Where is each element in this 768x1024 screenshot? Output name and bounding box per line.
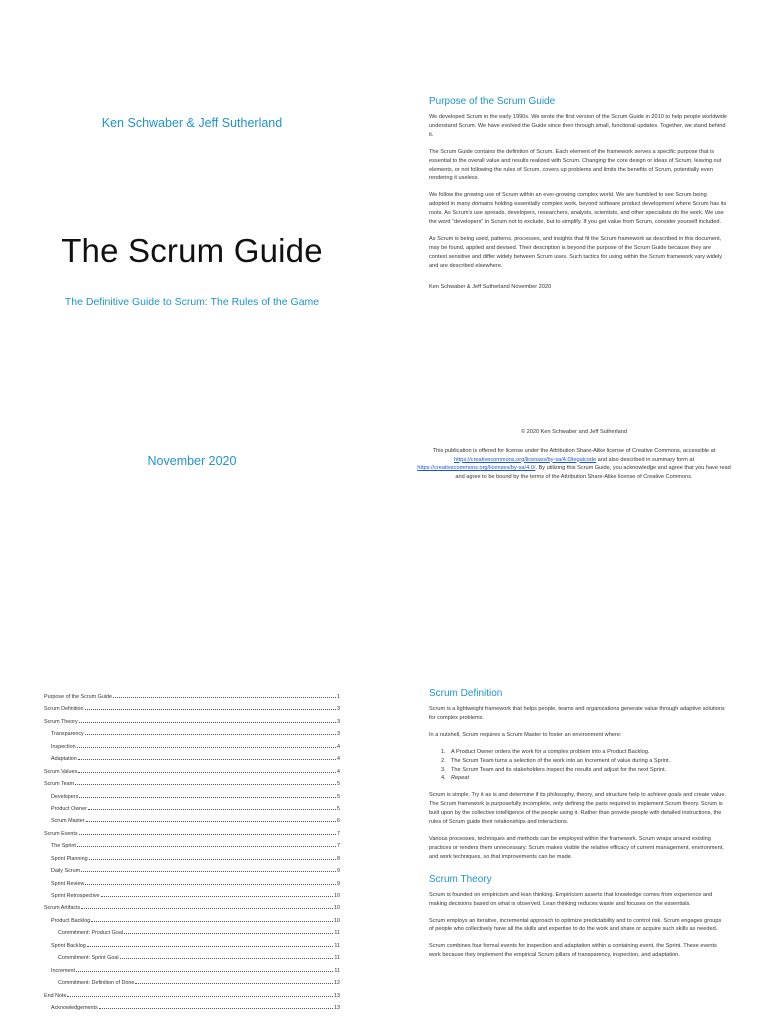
license-text: . By utilizing this Scrum Guide, you acknowledge and agree that you have read and agree to be bound by the terms of the Attribution Share-Alike license of Creative Commons. bbox=[455, 465, 731, 480]
toc-entry-page: 8 bbox=[337, 855, 340, 862]
purpose-paragraph: We developed Scrum in the early 1990s. We wrote the first version of the Scrum Guide in 2010 to help people worldwide understand Scrum. We have evolved the Guide since then through small, functional updates. Together, we stand behind it. bbox=[429, 114, 727, 138]
toc-entry-label: Inspection bbox=[51, 743, 76, 750]
toc-entry-page: 9 bbox=[337, 880, 340, 887]
license-summary-link[interactable]: https://creativecommons.org/licenses/by-sa/4.0/ bbox=[417, 465, 536, 472]
definition-section bbox=[429, 688, 727, 968]
purpose-section bbox=[429, 96, 727, 300]
toc-dot-leader bbox=[79, 722, 336, 723]
toc-entry-page: 11 bbox=[334, 930, 340, 937]
toc-entry[interactable] bbox=[44, 968, 340, 980]
license-text: This publication is offered for license under the Attribution Share-Alike license of Creative Commons, accessible at bbox=[432, 448, 716, 454]
license-text: and also described in summary form at bbox=[596, 456, 695, 463]
toc-dot-leader bbox=[75, 784, 336, 785]
toc-entry-page: 13 bbox=[334, 1004, 340, 1011]
toc-entry[interactable] bbox=[44, 856, 340, 868]
toc-entry-page: 4 bbox=[337, 768, 340, 775]
toc-dot-leader bbox=[113, 697, 336, 698]
toc-entry-label: Sprint Retrospective bbox=[51, 893, 100, 899]
toc-dot-leader bbox=[88, 809, 336, 810]
license-notice bbox=[414, 447, 734, 481]
toc-entry[interactable] bbox=[44, 744, 340, 756]
toc-entry-page: 12 bbox=[334, 980, 340, 987]
toc-dot-leader bbox=[67, 996, 333, 997]
definition-heading: Scrum Definition bbox=[429, 688, 503, 699]
toc-dot-leader bbox=[77, 846, 336, 847]
toc-dot-leader bbox=[89, 859, 336, 860]
toc-entry[interactable] bbox=[44, 993, 340, 1005]
toc-entry[interactable] bbox=[44, 731, 340, 743]
toc-entry[interactable] bbox=[44, 706, 340, 718]
toc-dot-leader bbox=[81, 908, 333, 909]
toc-entry-page: 4 bbox=[337, 743, 340, 750]
definition-paragraph: Scrum is a lightweight framework that helps people, teams and organizations generate value through adaptive solutions for complex problems. bbox=[429, 706, 725, 721]
toc-entry-label: Sprint Planning bbox=[51, 855, 88, 862]
toc-entry-label: Scrum Team bbox=[44, 781, 75, 788]
toc-entry[interactable] bbox=[44, 818, 340, 830]
cover-authors: Ken Schwaber & Jeff Sutherland bbox=[101, 116, 283, 130]
toc-entry-page: 11 bbox=[334, 967, 340, 974]
toc-dot-leader bbox=[135, 983, 333, 984]
toc-entry[interactable] bbox=[44, 893, 340, 905]
toc-entry[interactable] bbox=[44, 843, 340, 855]
toc-entry-label: Adaptation bbox=[51, 756, 77, 763]
toc-entry-page: 5 bbox=[337, 805, 340, 812]
toc-entry-page: 6 bbox=[337, 818, 340, 825]
toc-dot-leader bbox=[85, 709, 336, 710]
toc-entry-page: 13 bbox=[334, 992, 340, 999]
table-of-contents bbox=[44, 694, 340, 1017]
toc-dot-leader bbox=[81, 871, 336, 872]
toc-entry-page: 10 bbox=[334, 893, 340, 899]
toc-entry[interactable] bbox=[44, 831, 340, 843]
toc-entry-page: 11 bbox=[334, 942, 340, 949]
toc-entry-page: 3 bbox=[337, 706, 340, 713]
toc-entry[interactable] bbox=[44, 918, 340, 930]
toc-entry[interactable] bbox=[44, 1005, 340, 1017]
toc-entry-label: Scrum Values bbox=[44, 768, 78, 775]
toc-entry[interactable] bbox=[44, 781, 340, 793]
toc-entry-label: The Sprint bbox=[51, 843, 76, 850]
toc-entry-label: Daily Scrum bbox=[51, 868, 81, 875]
toc-entry[interactable] bbox=[44, 980, 340, 992]
toc-entry[interactable] bbox=[44, 756, 340, 768]
purpose-signature: Ken Schwaber & Jeff Sutherland November 2020 bbox=[429, 283, 552, 290]
theory-paragraph: Scrum combines four formal events for inspection and adaptation within a containing event, the Sprint. These events work because they implement the empirical Scrum pillars of transparency, inspection, and adaptation. bbox=[429, 943, 717, 959]
purpose-heading: Purpose of the Scrum Guide bbox=[429, 96, 556, 107]
toc-dot-leader bbox=[85, 734, 336, 735]
toc-entry-label: Increment bbox=[51, 967, 75, 974]
toc-dot-leader bbox=[78, 772, 336, 773]
toc-entry[interactable] bbox=[44, 868, 340, 880]
toc-entry-label: Commitment: Definition of Done bbox=[58, 980, 135, 987]
copyright-notice: © 2020 Ken Schwaber and Jeff Sutherland bbox=[520, 429, 628, 435]
toc-entry-label: Scrum Theory bbox=[44, 718, 78, 725]
toc-entry-page: 4 bbox=[337, 756, 340, 763]
toc-dot-leader bbox=[76, 971, 333, 972]
toc-dot-leader bbox=[85, 884, 336, 885]
toc-entry[interactable] bbox=[44, 719, 340, 731]
definition-page bbox=[384, 512, 768, 1024]
toc-entry-label: Developers bbox=[51, 793, 79, 800]
toc-entry[interactable] bbox=[44, 905, 340, 917]
toc-entry-label: Scrum Master bbox=[51, 818, 85, 825]
toc-entry-page: 10 bbox=[334, 917, 340, 924]
purpose-paragraph: We follow the growing use of Scrum within an ever-growing complex world. We are humbled to see Scrum being adopted in many domains holding essentially complex work, beyond software product development where Scrum has its roots. As Scrum's use spreads, developers, researchers, analysts, scientists, and other specialists do the work. We use the word "developers" in Scrum not to exclude, but to simplify. If you get value from Scrum, consider yourself included. bbox=[429, 192, 727, 226]
purpose-page bbox=[384, 0, 768, 512]
cover-date: November 2020 bbox=[147, 454, 237, 468]
toc-dot-leader bbox=[86, 821, 336, 822]
toc-entry[interactable] bbox=[44, 794, 340, 806]
toc-entry-label: Scrum Definition bbox=[44, 706, 84, 713]
toc-entry-label: Acknowledgements bbox=[51, 1004, 98, 1011]
toc-entry[interactable] bbox=[44, 943, 340, 955]
definition-paragraph: In a nutshell, Scrum requires a Scrum Master to foster an environment where: bbox=[429, 731, 622, 738]
cover-page bbox=[0, 0, 384, 512]
toc-dot-leader bbox=[77, 747, 336, 748]
theory-heading: Scrum Theory bbox=[429, 873, 492, 885]
toc-entry-label: Scrum Artifacts bbox=[44, 905, 81, 912]
toc-entry-label: End Note bbox=[44, 992, 67, 999]
toc-entry-label: Product Owner bbox=[51, 805, 87, 812]
toc-entry[interactable] bbox=[44, 955, 340, 967]
theory-paragraph: Scrum employs an iterative, incremental approach to optimize predictability and to control risk. Scrum engages groups of people who collectively have all the skills and expertise to do the work and share or acquire such skills as needed. bbox=[429, 917, 722, 933]
definition-steps bbox=[441, 748, 727, 784]
purpose-paragraph: The Scrum Guide contains the definition of Scrum. Each element of the framework serves a specific purpose that is essential to the overall value and results realized with Scrum. Changing the core design or ideas of Scrum, leaving out elements, or not following the rules of Scrum, covers up problems and limits the benefits of Scrum, potentially even rendering it useless. bbox=[429, 148, 722, 182]
toc-entry[interactable] bbox=[44, 930, 340, 942]
toc-entry-page: 5 bbox=[337, 793, 340, 800]
toc-dot-leader bbox=[124, 933, 333, 934]
toc-entry-label: Commitment: Sprint Goal bbox=[58, 955, 119, 962]
toc-entry-label: Scrum Events bbox=[44, 830, 78, 837]
toc-entry-page: 3 bbox=[337, 731, 340, 738]
toc-entry[interactable] bbox=[44, 769, 340, 781]
toc-entry-page: 11 bbox=[334, 955, 340, 962]
toc-entry-label: Sprint Backlog bbox=[51, 942, 86, 949]
toc-entry-label: Commitment: Product Goal bbox=[58, 930, 124, 937]
toc-dot-leader bbox=[99, 1008, 333, 1009]
toc-entry-label: Sprint Review bbox=[51, 880, 85, 887]
toc-entry-page: 1 bbox=[337, 694, 340, 700]
toc-entry-label: Product Backlog bbox=[51, 917, 91, 924]
toc-entry[interactable] bbox=[44, 694, 340, 706]
toc-entry-page: 5 bbox=[337, 781, 340, 788]
toc-dot-leader bbox=[91, 921, 333, 922]
list-item: 4. Repeat bbox=[441, 775, 470, 782]
toc-entry-page: 10 bbox=[334, 905, 340, 912]
toc-entry-page: 9 bbox=[337, 868, 340, 875]
definition-paragraph: Various processes, techniques and methods can be employed within the framework. Scrum wraps around existing practices or renders them unnecessary. Scrum makes visible the relative efficacy of current management, environment, and work techniques, so that improvements can be made. bbox=[429, 835, 724, 860]
toc-entry-label: Purpose of the Scrum Guide bbox=[44, 694, 113, 700]
toc-entry[interactable] bbox=[44, 881, 340, 893]
license-legalcode-link[interactable]: https://creativecommons.org/licenses/by-sa/4.0/legalcode bbox=[453, 456, 597, 463]
toc-dot-leader bbox=[79, 797, 336, 798]
list-item: 1. A Product Owner orders the work for a complex problem into a Product Backlog. bbox=[441, 748, 650, 755]
toc-dot-leader bbox=[79, 834, 336, 835]
toc-dot-leader bbox=[120, 958, 334, 959]
toc-entry-page: 7 bbox=[337, 843, 340, 850]
purpose-paragraph: As Scrum is being used, patterns, processes, and insights that fit the Scrum framework as described in this document, may be found, applied and devised. Their description is beyond the purpose of the Scrum Guide because they are context sensitive and differ widely between Scrum uses. Such tactics for using within the Scrum framework vary widely and are described elsewhere. bbox=[429, 235, 723, 269]
toc-entry-label: Transparency bbox=[51, 731, 84, 738]
toc-dot-leader bbox=[87, 946, 334, 947]
toc-entry-page: 7 bbox=[337, 830, 340, 837]
cover-subtitle: The Definitive Guide to Scrum: The Rules of the Game bbox=[64, 296, 320, 308]
toc-entry[interactable] bbox=[44, 806, 340, 818]
toc-dot-leader bbox=[78, 759, 336, 760]
toc-entry-page: 3 bbox=[337, 718, 340, 725]
theory-paragraph: Scrum is founded on empiricism and lean thinking. Empiricism asserts that knowledge comes from experience and making decisions based on what is observed. Lean thinking reduces waste and focuses on the essentials. bbox=[429, 891, 713, 907]
toc-dot-leader bbox=[101, 896, 333, 897]
cover-title: The Scrum Guide bbox=[61, 232, 323, 269]
list-item: 2. The Scrum Team turns a selection of the work into an Increment of value during a Sprint. bbox=[441, 757, 671, 764]
list-item: 3. The Scrum Team and its stakeholders inspect the results and adjust for the next Sprint. bbox=[441, 766, 667, 773]
definition-paragraph: Scrum is simple. Try it as is and determine if its philosophy, theory, and structure help to achieve goals and create value. The Scrum framework is purposefully incomplete, only defining the parts required to implement Scrum theory. Scrum is built upon by the collective intelligence of the people using it. Rather than provide people with detailed instructions, the rules of Scrum guide their relationships and interactions. bbox=[429, 792, 727, 826]
